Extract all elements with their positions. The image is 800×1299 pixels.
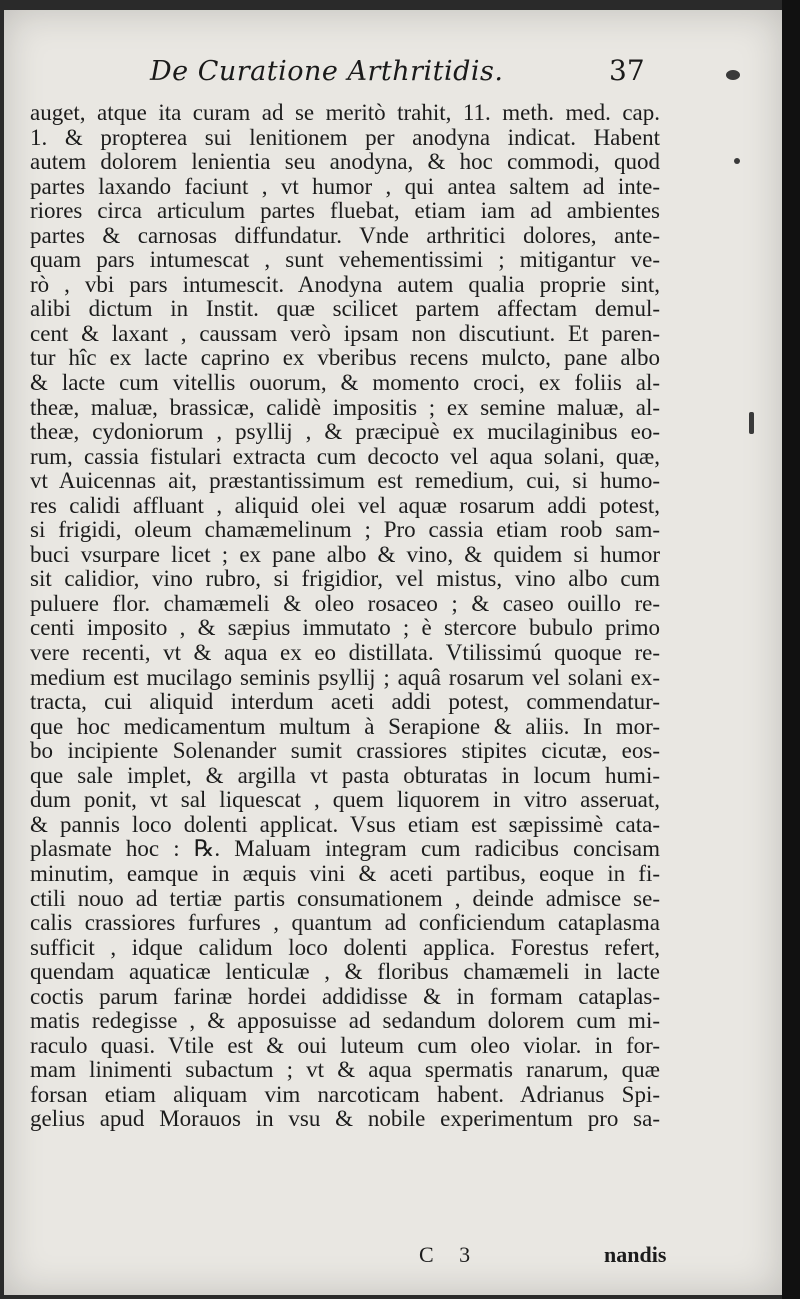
text-line: & pannis loco dolenti applicat. Vsus etiam est sæpissimè cata- xyxy=(30,812,660,837)
text-line: quam pars intumescat , sunt vehementissimi ; mitigantur ve- xyxy=(30,248,660,273)
catchword: nandis xyxy=(604,1242,667,1267)
text-line: bo incipiente Solenander sumit crassiores stipites cicutæ, eos- xyxy=(30,739,660,764)
page-header xyxy=(4,56,782,96)
text-line: gelius apud Morauos in vsu & nobile experimentum pro sa- xyxy=(30,1107,660,1132)
text-line: quendam aquaticæ lenticulæ , & floribus chamæmeli in lacte xyxy=(30,960,660,985)
ink-speck xyxy=(749,412,754,434)
text-line: forsan etiam aliquam vim narcoticam habent. Adrianus Spi- xyxy=(30,1082,660,1107)
book-page xyxy=(4,10,782,1295)
text-line: rò , vbi pars intumescit. Anodyna autem qualia proprie sint, xyxy=(30,272,660,297)
text-line: & lacte cum vitellis ouorum, & momento croci, ex foliis al- xyxy=(30,371,660,396)
ink-speck xyxy=(726,70,740,80)
text-line: auget, atque ita curam ad se meritò trahit, 11. meth. med. cap. xyxy=(30,101,660,125)
text-line: alibi dictum in Instit. quæ scilicet partem affectam demul- xyxy=(30,297,660,322)
text-line: que hoc medicamentum multum à Serapione & aliis. In mor- xyxy=(30,714,660,739)
signature-mark: C 3 xyxy=(419,1242,481,1267)
text-line: rum, cassia fistulari extracta cum decocto vel aqua solani, quæ, xyxy=(30,444,660,469)
text-line: buci vsurpare licet ; ex pane albo & vino, & quidem si humor xyxy=(30,542,660,567)
text-line: coctis parum farinæ hordei addidisse & in formam cataplas- xyxy=(30,984,660,1009)
text-line: partes & carnosas diffundatur. Vnde arthritici dolores, ante- xyxy=(30,223,660,248)
text-line: ctili nouo ad tertiæ partis consumationem , deinde admisce se- xyxy=(30,886,660,911)
page-number: 37 xyxy=(609,54,645,87)
text-line: si frigidi, oleum chamæmelinum ; Pro cassia etiam roob sam- xyxy=(30,518,660,543)
text-line: raculo quasi. Vtile est & oui luteum cum oleo violar. in for- xyxy=(30,1033,660,1058)
text-line: que sale implet, & argilla vt pasta obturatas in locum humi- xyxy=(30,763,660,788)
text-line: calis crassiores furfures , quantum ad conficiendum cataplasma xyxy=(30,911,660,936)
text-line: dum ponit, vt sal liquescat , quem liquorem in vitro asseruat, xyxy=(30,788,660,813)
text-line: res calidi affluant , aliquid olei vel aquæ rosarum addi potest, xyxy=(30,493,660,518)
text-line: theæ, maluæ, brassicæ, calidè impositis ; ex semine maluæ, al- xyxy=(30,395,660,420)
scan-border xyxy=(782,0,800,1299)
running-head: De Curatione Arthritidis. xyxy=(150,56,504,87)
text-line: tracta, cui aliquid interdum aceti addi potest, commendatur- xyxy=(30,690,660,715)
page-footer xyxy=(4,1242,782,1272)
text-line: 1. & propterea sui lenitionem per anodyna indicat. Habent xyxy=(30,125,660,150)
text-line: mam linimenti subactum ; vt & aqua spermatis ranarum, quæ xyxy=(30,1058,660,1083)
text-line: partes laxando faciunt , vt humor , qui antea saltem ad inte- xyxy=(30,174,660,199)
text-line: vere recenti, vt & aqua ex eo distillata. Vtilissimú quoque re- xyxy=(30,641,660,666)
text-line: riores circa articulum partes fluebat, etiam iam ad ambientes xyxy=(30,199,660,224)
text-line: sufficit , idque calidum loco dolenti applica. Forestus refert, xyxy=(30,935,660,960)
text-line: plasmate hoc : ℞. Maluam integram cum radicibus concisam xyxy=(30,837,660,862)
text-line: puluere flor. chamæmeli & oleo rosaceo ; & caseo ouillo re- xyxy=(30,591,660,616)
text-line: sit calidior, vino rubro, si frigidior, vel mistus, vino albo cum xyxy=(30,567,660,592)
text-line: centi imposito , & sæpius immutato ; è stercore bubulo primo xyxy=(30,616,660,641)
text-line: vt Auicennas ait, præstantissimum est remedium, cui, si humo- xyxy=(30,469,660,494)
ink-speck xyxy=(734,158,740,164)
body-text xyxy=(30,101,660,1132)
text-line: medium est mucilago seminis psyllij ; aquâ rosarum vel solani ex- xyxy=(30,665,660,690)
text-line: minutim, eamque in æquis vini & aceti partibus, eoque in fi- xyxy=(30,861,660,886)
text-line: theæ, cydoniorum , psyllij , & præcipuè ex mucilaginibus eo- xyxy=(30,420,660,445)
text-line: autem dolorem lenientia seu anodyna, & hoc commodi, quod xyxy=(30,150,660,175)
text-line: matis redegisse , & apposuisse ad sedandum dolorem cum mi- xyxy=(30,1009,660,1034)
text-line: cent & laxant , caussam verò ipsam non discutiunt. Et paren- xyxy=(30,321,660,346)
text-line: tur hîc ex lacte caprino ex vberibus recens mulcto, pane albo xyxy=(30,346,660,371)
